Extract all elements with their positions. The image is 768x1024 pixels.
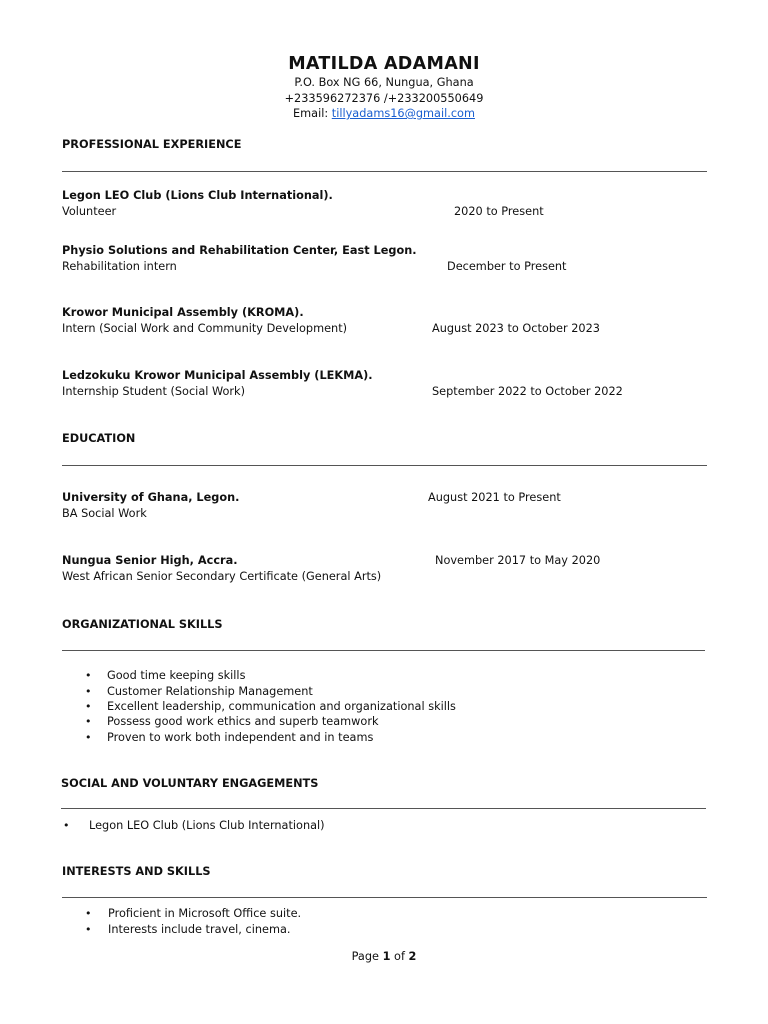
bullet-icon: • [85,923,92,936]
skill-item: Excellent leadership, communication and organizational skills [107,700,456,713]
experience-org: Krowor Municipal Assembly (KROMA). [62,306,304,319]
skill-item: Good time keeping skills [107,669,246,682]
section-heading-organizational-skills: ORGANIZATIONAL SKILLS [62,618,223,631]
section-heading-social-engagements: SOCIAL AND VOLUNTARY ENGAGEMENTS [61,777,319,790]
page-of: of [390,950,409,963]
section-divider [62,897,707,898]
interest-item: Proficient in Microsoft Office suite. [108,907,302,920]
experience-period: December to Present [447,260,567,273]
experience-role: Rehabilitation intern [62,260,177,273]
experience-period: August 2023 to October 2023 [432,322,600,335]
education-qualification: West African Senior Secondary Certificate (General Arts) [62,570,382,583]
section-divider [62,650,705,651]
engagement-item: Legon LEO Club (Lions Club International) [89,819,325,832]
experience-period: 2020 to Present [454,205,544,218]
bullet-icon: • [85,907,92,920]
skill-item: Proven to work both independent and in teams [107,731,374,744]
section-divider [62,465,707,466]
section-heading-education: EDUCATION [62,432,136,445]
education-qualification: BA Social Work [62,507,147,520]
section-divider [62,171,707,172]
section-heading-professional-experience: PROFESSIONAL EXPERIENCE [62,138,242,151]
page-number [0,950,768,964]
bullet-icon: • [85,715,92,728]
skill-item: Possess good work ethics and superb teamwork [107,715,379,728]
page-current: 1 [382,950,391,963]
bullet-icon: • [63,819,70,832]
bullet-icon: • [85,669,92,682]
skill-item: Customer Relationship Management [107,685,313,698]
experience-org: Ledzokuku Krowor Municipal Assembly (LEKMA). [62,369,373,382]
section-heading-interests: INTERESTS AND SKILLS [62,865,211,878]
education-school: University of Ghana, Legon. [62,491,240,504]
page-word: Page [351,950,383,963]
bullet-icon: • [85,700,92,713]
experience-role: Intern (Social Work and Community Development) [62,322,348,335]
phone-numbers: +233596272376 /+233200550649 [284,92,484,105]
interest-item: Interests include travel, cinema. [108,923,291,936]
bullet-icon: • [85,731,92,744]
education-period: August 2021 to Present [428,491,561,504]
section-divider [61,808,706,809]
email-link[interactable]: tillyadams16@gmail.com [331,107,475,120]
email-label: Email: [293,107,332,120]
experience-period: September 2022 to October 2022 [432,385,623,398]
candidate-name: MATILDA ADAMANI [288,54,480,74]
experience-org: Physio Solutions and Rehabilitation Center, East Legon. [62,244,417,257]
experience-role: Internship Student (Social Work) [62,385,245,398]
education-period: November 2017 to May 2020 [435,554,601,567]
address: P.O. Box NG 66, Nungua, Ghana [294,76,474,89]
experience-role: Volunteer [62,205,117,218]
email-line [0,107,768,121]
education-school: Nungua Senior High, Accra. [62,554,238,567]
page-total: 2 [408,950,417,963]
experience-org: Legon LEO Club (Lions Club International). [62,189,333,202]
bullet-icon: • [85,685,92,698]
